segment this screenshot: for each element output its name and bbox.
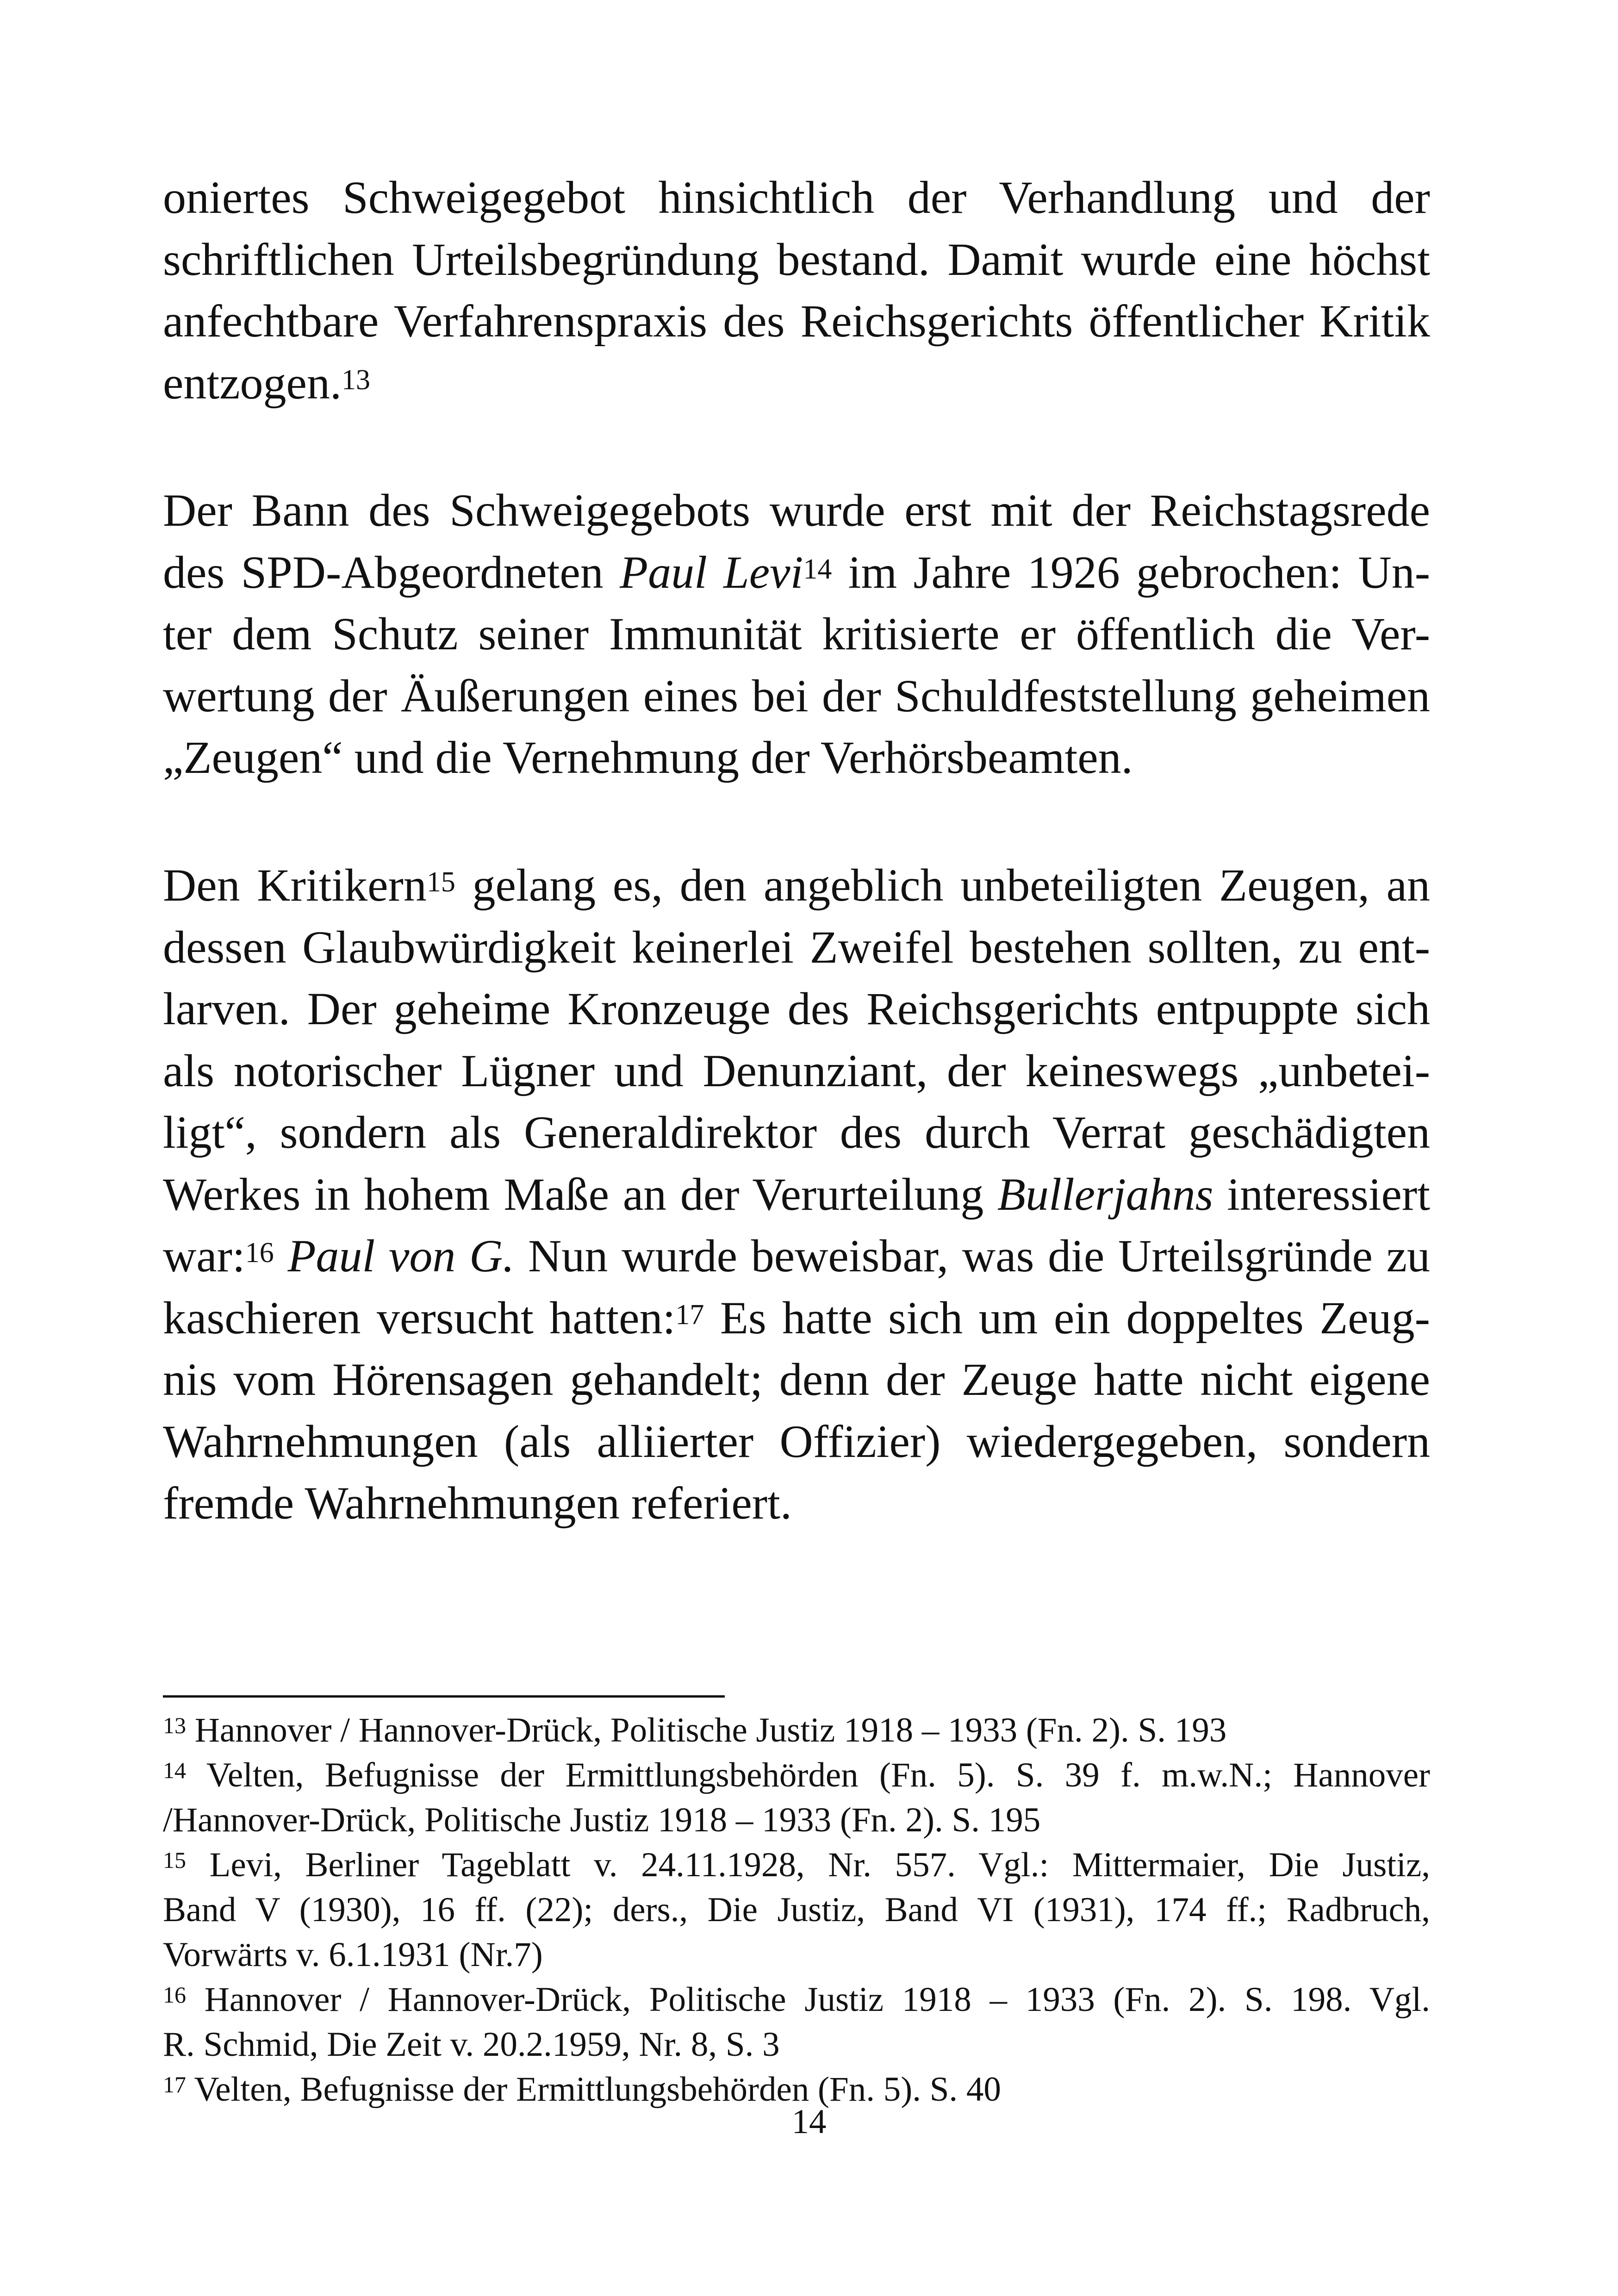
footnote-ref-16[interactable]: 16 [245,1237,274,1269]
text-segment: Es hatte sich um ein doppeltes Zeug- [704,1292,1430,1344]
text-line: Der Bann des Schweigegebots wurde erst mit der Reichstagsrede [163,485,1430,536]
footnote-ref-17[interactable]: 17 [675,1299,704,1331]
footnote-14 [163,1753,1430,1798]
text-line: nis vom Hörensagen gehandelt; denn der Zeuge hatte nicht eigene [163,1354,1430,1405]
text-line [163,352,1430,414]
footnote-number: 13 [163,1712,186,1738]
text-segment: im Jahre 1926 gebrochen: Un- [832,546,1430,598]
text-segment: entzogen. [163,357,342,409]
text-line [163,1164,1430,1226]
footnote-separator [163,1695,725,1698]
text-line: anfechtbare Verfahrenspraxis des Reichsgerichts öffentlicher Kritik [163,295,1430,347]
footnote-14-cont: /Hannover-Drück, Politische Justiz 1918 – 1933 (Fn. 2). S. 195 [163,1801,1041,1839]
footnote-number: 15 [163,1847,186,1873]
text-line [163,1287,1430,1349]
footnote-ref-13[interactable]: 13 [341,364,370,396]
footnote-16-cont: R. Schmid, Die Zeit v. 20.2.1959, Nr. 8, S. 3 [163,2025,780,2064]
footnote-number: 17 [163,2072,186,2097]
paragraph-1 [163,167,1430,414]
text-segment: war: [163,1230,245,1282]
text-line [163,541,1430,604]
text-line: „Zeugen“ und die Vernehmung der Verhörsbeamten. [163,732,1133,783]
page-number: 14 [791,2103,827,2141]
text-line: wertung der Äußerungen eines bei der Schuldfeststellung geheimen [163,670,1430,722]
text-segment: gelang es, den angeblich unbeteiligten Zeugen, an [455,859,1430,911]
text-segment: Den Kritikern [163,859,427,911]
text-line [163,1225,1430,1287]
text-line: fremde Wahrnehmungen referiert. [163,1477,792,1529]
footnote-ref-14[interactable]: 14 [803,553,832,585]
person-name-paul-von-g: Paul von G. [287,1230,515,1282]
person-name-bullerjahns: Bullerjahns [997,1168,1214,1220]
text-line: larven. Der geheime Kronzeuge des Reichsgerichts entpuppte sich [163,983,1430,1034]
text-segment: Nun wurde beweisbar, was die Urteilsgründe zu [514,1230,1430,1282]
text-segment: interessiert [1213,1168,1430,1220]
text-segment: Werkes in hohem Maße an der Verurteilung [163,1168,997,1220]
footnote-16 [163,1977,1430,2022]
text-line: ligt“, sondern als Generaldirektor des durch Verrat geschädigten [163,1107,1430,1158]
text-line: oniertes Schweigegebot hinsichtlich der Verhandlung und der [163,172,1430,223]
footnote-text: Hannover / Hannover-Drück, Politische Justiz 1918 – 1933 (Fn. 2). S. 198. Vgl. [204,1980,1430,2019]
footnote-number: 14 [163,1757,186,1783]
text-line: schriftlichen Urteilsbegründung bestand. Damit wurde eine höchst [163,233,1430,285]
text-line: ter dem Schutz seiner Immunität kritisierte er öffentlich die Ver- [163,608,1430,660]
footnote-15-cont: Vorwärts v. 6.1.1931 (Nr.7) [163,1935,543,1974]
text-line: als notorischer Lügner und Denunziant, der keineswegs „unbetei- [163,1045,1430,1096]
footnote-text: Levi, Berliner Tageblatt v. 24.11.1928, Nr. 557. Vgl.: Mittermaier, Die Justiz, [209,1846,1430,1884]
footnote-text: Velten, Befugnisse der Ermittlungsbehörden (Fn. 5). S. 39 f. m.w.N.; Hannover [206,1756,1430,1794]
footnote-15-cont: Band V (1930), 16 ff. (22); ders., Die Justiz, Band VI (1931), 174 ff.; Radbruch, [163,1891,1430,1929]
footnote-number: 16 [163,1982,186,2008]
footnote-text: Velten, Befugnisse der Ermittlungsbehörden (Fn. 5). S. 40 [194,2070,1001,2109]
text-segment: kaschieren versucht hatten: [163,1292,676,1344]
footnotes [163,1708,1430,2112]
text-segment: des SPD-Abgeordneten [163,546,620,598]
footnote-ref-15[interactable]: 15 [426,866,455,898]
text-line: Wahrnehmungen (als alliierter Offizier) wiedergegeben, sondern [163,1415,1430,1467]
person-name-paul-levi: Paul Levi [620,546,803,598]
text-line [163,854,1430,916]
paragraph-2 [163,479,1430,789]
paragraph-3 [163,854,1430,1534]
text-line: dessen Glaubwürdigkeit keinerlei Zweifel bestehen sollten, zu ent- [163,921,1430,973]
footnote-13 [163,1708,1430,1753]
footnote-15 [163,1842,1430,1887]
footnote-text: Hannover / Hannover-Drück, Politische Justiz 1918 – 1933 (Fn. 2). S. 193 [194,1711,1227,1749]
